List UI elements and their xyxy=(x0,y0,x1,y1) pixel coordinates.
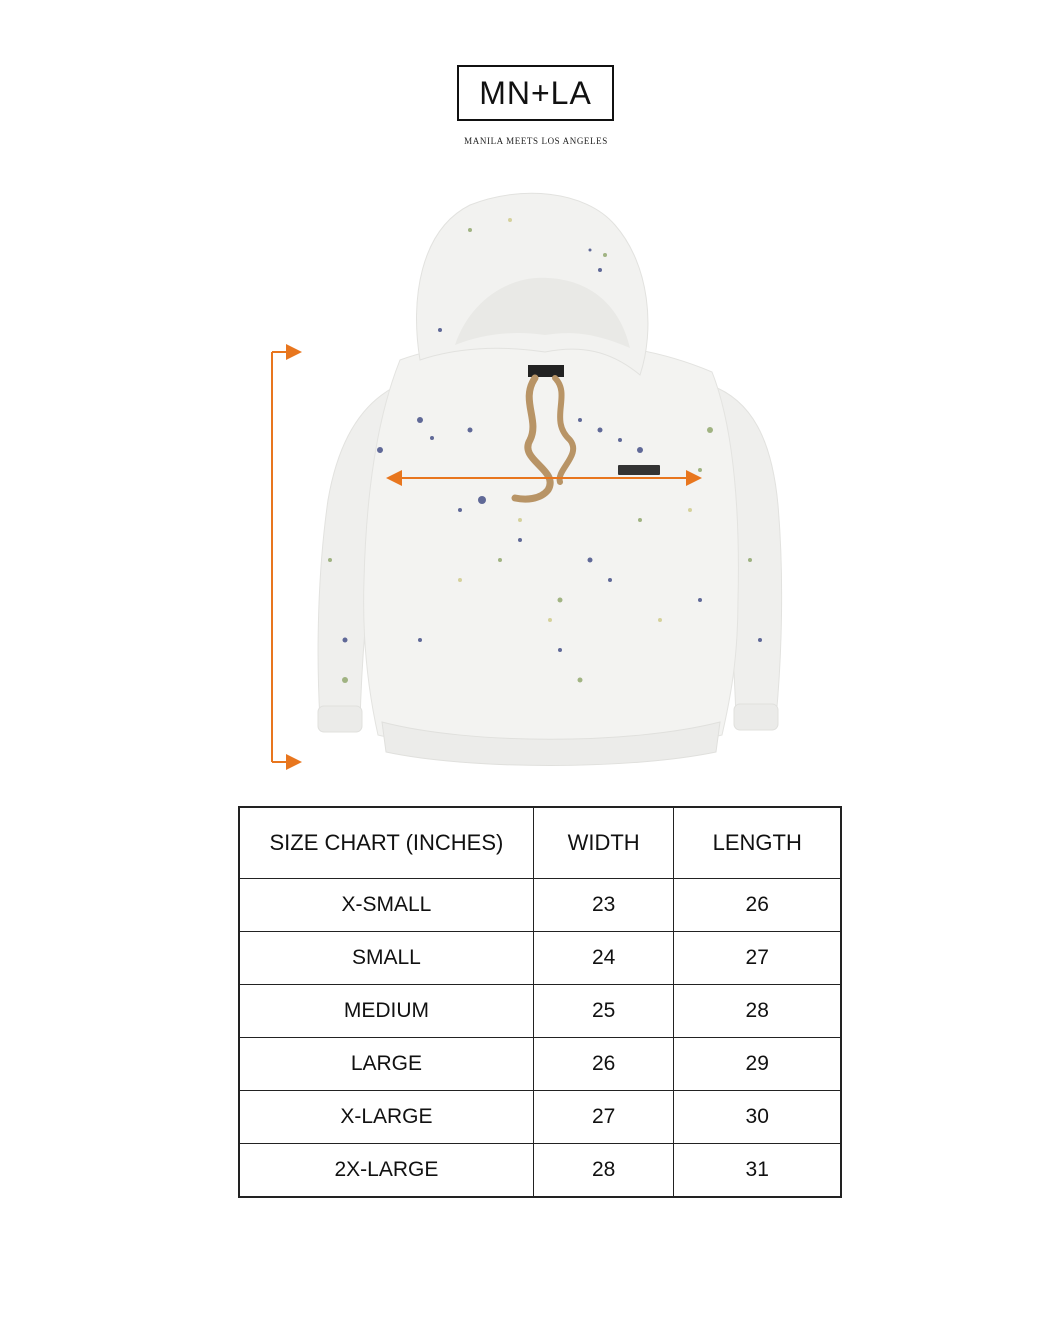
size-cell: X-SMALL xyxy=(239,879,533,932)
hoodie-image xyxy=(318,193,782,765)
length-cell: 27 xyxy=(674,932,841,985)
size-cell: 2X-LARGE xyxy=(239,1144,533,1198)
width-cell: 26 xyxy=(533,1038,674,1091)
size-cell: MEDIUM xyxy=(239,985,533,1038)
width-cell: 23 xyxy=(533,879,674,932)
width-cell: 24 xyxy=(533,932,674,985)
length-cell: 31 xyxy=(674,1144,841,1198)
width-cell: 25 xyxy=(533,985,674,1038)
size-cell: X-LARGE xyxy=(239,1091,533,1144)
header-width: WIDTH xyxy=(533,807,674,879)
header-size-chart: SIZE CHART (INCHES) xyxy=(239,807,533,879)
header-length: LENGTH xyxy=(674,807,841,879)
length-cell: 29 xyxy=(674,1038,841,1091)
size-chart-header-row xyxy=(239,807,841,879)
table-row xyxy=(239,985,841,1038)
table-row xyxy=(239,879,841,932)
size-cell: LARGE xyxy=(239,1038,533,1091)
width-cell: 28 xyxy=(533,1144,674,1198)
length-cell: 30 xyxy=(674,1091,841,1144)
table-row xyxy=(239,1038,841,1091)
table-row xyxy=(239,932,841,985)
length-cell: 28 xyxy=(674,985,841,1038)
width-cell: 27 xyxy=(533,1091,674,1144)
table-row xyxy=(239,1144,841,1198)
table-row xyxy=(239,1091,841,1144)
logo-tagline: MANILA MEETS LOS ANGELES xyxy=(464,136,608,146)
length-measure-arrow xyxy=(272,352,300,762)
logo-text: MN+LA xyxy=(479,74,592,111)
size-cell: SMALL xyxy=(239,932,533,985)
length-cell: 26 xyxy=(674,879,841,932)
size-chart-table xyxy=(238,806,842,1198)
